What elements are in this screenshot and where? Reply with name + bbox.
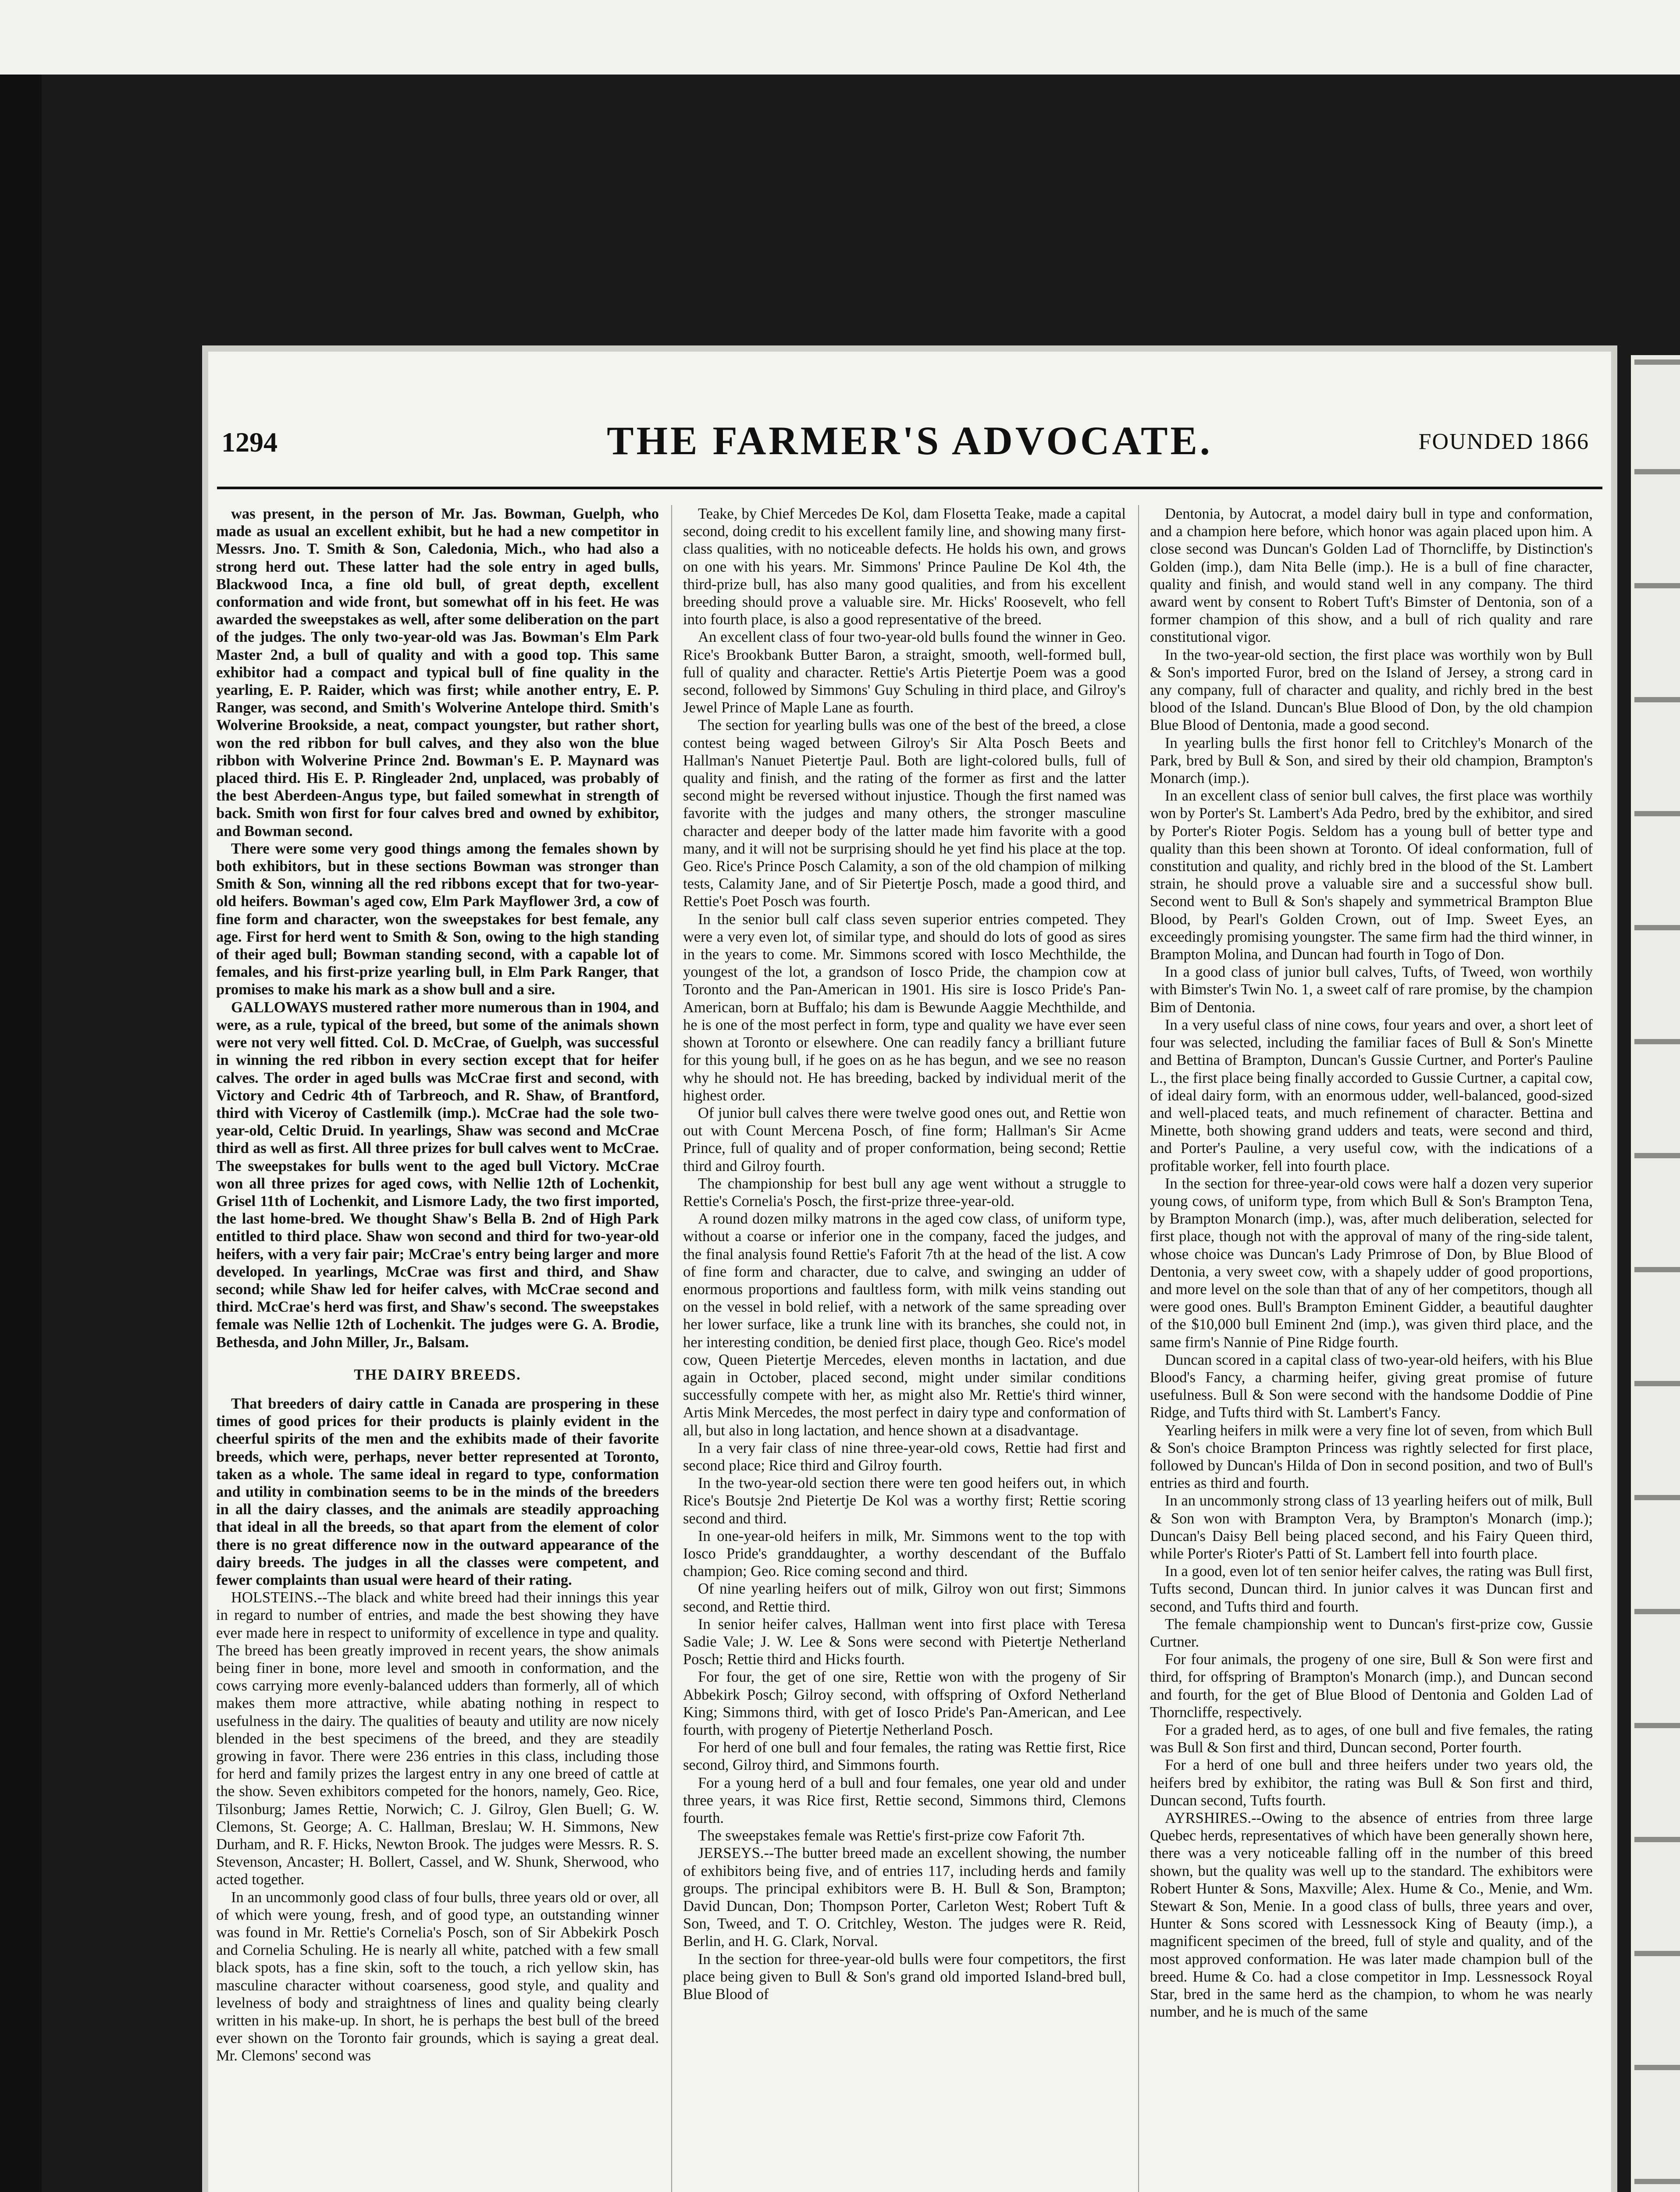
paragraph: Teake, by Chief Mercedes De Kol, dam Flosetta Teake, made a capital second, doing credit to his excellent family line, and showing many first-class qualities, with no noticeable defects. He holds his own, and grows on one with his years. Mr. Simmons' Prince Pauline De Kol 4th, the third-prize bull, has also many good qualities, and from his excellent breeding should prove a valuable sire. Mr. Hicks' Roosevelt, who fell into fourth place, is also a good representative of the breed. (683, 505, 1126, 628)
paragraph: Of nine yearling heifers out of milk, Gilroy won out first; Simmons second, and Rettie third. (683, 1580, 1126, 1615)
header-rule (217, 487, 1602, 489)
text-fragment (1634, 697, 1680, 702)
paragraph: For a graded herd, as to ages, of one bull and five females, the rating was Bull & Son first and third, Duncan second, Porter fourth. (1150, 1722, 1593, 1756)
column-divider (1138, 505, 1139, 2192)
text-fragment (1634, 1609, 1680, 1614)
paragraph: In a very useful class of nine cows, four years and over, a short leet of four was selected, including the familiar faces of Bull & Son's Minette and Bettina of Brampton, Duncan's Gussie Curtner, and Porter's Pauline L., the first place being finally accorded to Gussie Curtner, a capital cow, of ideal dairy form, with an enormous udder, well-balanced, good-sized and well-placed teats, and much refinement of character. Bettina and Minette, both showing grand udders and teats, were second and third, and Porter's Pauline, a very useful cow, with the indications of a profitable worker, fell into fourth place. (1150, 1016, 1593, 1174)
masthead-title: THE FARMER'S ADVOCATE. (607, 418, 1213, 463)
microfilm-border-top (0, 0, 1680, 75)
paragraph: In an excellent class of senior bull calves, the first place was worthily won by Porter's St. Lambert's Ada Pedro, bred by the exhibitor, and sired by Porter's Rioter Pogis. Seldom has a young bull of better type and quality than this been shown at Toronto. Of ideal conformation, full of constitution and quality, and richly bred in the blood of the St. Lambert strain, he should prove a valuable sire and a successful show bull. Second went to Bull & Son's shapely and symmetrical Brampton Blue Blood, by Pearl's Golden Crown, out of Imp. Sweet Eyes, an exceedingly promising youngster. The same firm had the third winner, in Brampton Molina, and Duncan had fourth in Togo of Don. (1150, 787, 1593, 963)
paragraph: The sweepstakes female was Rettie's first-prize cow Faforit 7th. (698, 1827, 1085, 1844)
paragraph: In one-year-old heifers in milk, Mr. Simmons went to the top with Iosco Pride's granddaughter, a worthy descendant of the Buffalo champion; Geo. Rice coming second and third. (683, 1527, 1126, 1580)
paragraph: Duncan scored in a capital class of two-year-old heifers, with his Blue Blood's Fancy, a charming heifer, giving great promise of future usefulness. Bull & Son were second with the handsome Doddie of Pine Ridge, and Tufts third with St. Lambert's Fancy. (1150, 1351, 1593, 1421)
founded-note: FOUNDED 1866 (1418, 429, 1589, 454)
column-divider (671, 505, 672, 2192)
paragraph: Yearling heifers in milk were a very fine lot of seven, from which Bull & Son's choice Brampton Princess was rightly selected for first place, followed by Duncan's Hilda of Don in second position, and two of Bull's entries as third and fourth. (1150, 1422, 1593, 1492)
paragraph: Dentonia, by Autocrat, a model dairy bull in type and conformation, and a champion here before, which honor was again placed upon him. A close second was Duncan's Golden Lad of Thorncliffe, by Distinction's Golden (imp.), dam Nita Belle (imp.). He is a bull of fine character, quality and finish, and would stand well in any company. The third award went by consent to Robert Tuft's Bimster of Dentonia, son of a former champion of this show, and a bull of rich quality and rare constitutional vigor. (1150, 505, 1593, 646)
paragraph: In a good, even lot of ten senior heifer calves, the rating was Bull first, Tufts second, Duncan third. In junior calves it was Duncan first and second, and Tufts third and fourth. (1150, 1563, 1593, 1615)
paragraph: In a very fair class of nine three-year-old cows, Rettie had first and second place; Rice third and Gilroy fourth. (683, 1439, 1126, 1474)
paragraph: For herd of one bull and four females, the rating was Rettie first, Rice second, Gilroy third, and Simmons fourth. (683, 1739, 1126, 1774)
microfilm-border-left (0, 75, 42, 2192)
paragraph: For a herd of one bull and three heifers under two years old, the heifers bred by exhibitor, the rating was Bull & Son first and third, Duncan second, Tufts fourth. (1150, 1757, 1593, 1809)
column-left (216, 505, 659, 2192)
paragraph: GALLOWAYS mustered rather more numerous than in 1904, and were, as a rule, typical of the breed, but some of the animals shown were not very well fitted. Col. D. McCrae, of Guelph, was successful in winning the red ribbon in every section except that for heifer calves. The order in aged bulls was McCrae first and second, with Victory and Cedric 4th of Tarbreoch, and R. Shaw, of Brantford, third with Viceroy of Castlemilk (imp.). McCrae had the sole two-year-old, Celtic Druid. In yearlings, Shaw was second and McCrae third as well as first. All three prizes for bull calves went to McCrae. The sweepstakes for bulls went to the aged bull Victory. McCrae won all three prizes for aged cows, with Nellie 12th of Lochenkit, Grisel 11th of Lochenkit, and Lismore Lady, the two first imported, the last home-bred. We thought Shaw's Bella B. 2nd of High Park entitled to third place. Shaw won second and third for two-year-old heifers, with a very fair pair; McCrae's entry being larger and more developed. In yearlings, McCrae was first and third, and Shaw second; while Shaw led for heifer calves, with McCrae second and third. McCrae's herd was first, and Shaw's second. The sweepstakes female was Nellie 12th of Lochenkit. The judges were G. A. Brodie, Bethesda, and John Miller, Jr., Balsam. (216, 999, 659, 1351)
adjacent-page-edge (1631, 355, 1680, 2192)
paragraph: In the senior bull calf class seven superior entries competed. They were a very even lot, of similar type, and should do lots of good as sires in the years to come. Mr. Simmons scored with Iosco Mechthilde, the youngest of the lot, a grandson of Iosco Pride, the champion cow at Toronto and the Pan-American in 1901. His sire is Iosco Pride's Pan-American, born at Buffalo; his dam is Bewunde Aaggie Mechthilde, and he is one of the most perfect in form, type and quality we have ever seen shown at Toronto or elsewhere. One can readily fancy a brilliant future for this young bull, if he goes on as he has begun, and we see no reason why he should not. He has breeding, backed by individual merit of the highest order. (683, 911, 1126, 1104)
paragraph: The section for yearling bulls was one of the best of the breed, a close contest being waged between Gilroy's Sir Alta Posch Beets and Hallman's Nanuet Pietertje Paul. Both are light-colored bulls, full of quality and finish, and the rating of the former as first and the latter second might be reversed without injustice. Though the first named was favorite with the judges and many others, the stronger masculine character and deeper body of the latter made him favorite with a good many, and it will not be surprising should he yet find his place at the top. Geo. Rice's Prince Posch Calamity, a son of the old champion of milking tests, Calamity Jane, and of Sir Pietertje Posch, made a good third, and Rettie's Poet Posch was fourth. (683, 717, 1126, 910)
text-fragment (1634, 1495, 1680, 1500)
section-heading: THE DAIRY BREEDS. (354, 1366, 521, 1383)
paragraph: Of junior bull calves there were twelve good ones out, and Rettie won out with Count Mercena Posch, of fine form; Hallman's Sir Acme Prince, full of quality and of proper conformation, being second; Rettie third and Gilroy fourth. (683, 1104, 1126, 1174)
paragraph: An excellent class of four two-year-old bulls found the winner in Geo. Rice's Brookbank Butter Baron, a straight, smooth, well-formed bull, full of quality and character. Rettie's Artis Pietertje Poem was a good second, followed by Simmons' Guy Schuling in third place, and Gilroy's Jewel Prince of Maple Lane as fourth. (683, 629, 1126, 716)
text-fragment (1634, 925, 1680, 930)
column-middle (683, 505, 1126, 2192)
paragraph: was present, in the person of Mr. Jas. Bowman, Guelph, who made as usual an excellent exhibit, but he had a new competitor in Messrs. Jno. T. Smith & Son, Caledonia, Mich., who had also a strong herd out. These latter had the sole entry in aged bulls, Blackwood Inca, a fine old bull, of great depth, excellent conformation and wide front, but somewhat off in his feet. He was awarded the sweepstakes as well, after some deliberation on the part of the judges. The only two-year-old was Jas. Bowman's Elm Park Master 2nd, a bull of quality and with a good top. This same exhibitor had a compact and typical bull of fine quality in the yearling, E. P. Raider, which was first; while another entry, E. P. Ranger, was second, and Smith's Wolverine Antelope third. Smith's Wolverine Brookside, a neat, compact youngster, but rather short, won the red ribbon for bull calves, and they also won the blue ribbon with Wolverine Prince 2nd. Bowman's E. P. Maynard was placed third. His E. P. Ringleader 2nd, unplaced, was probably of the best Aberdeen-Angus type, but failed somewhat in strength of back. Smith won first for four calves bred and owned by exhibitor, and Bowman second. (216, 505, 659, 840)
text-fragment (1634, 1039, 1680, 1044)
text-fragment (1634, 811, 1680, 816)
paragraph: In the two-year-old section, the first place was worthily won by Bull & Son's imported Furor, bred on the Island of Jersey, a strong card in any company, full of character and quality, and richly bred in the best blood of the Island. Duncan's Blue Blood of Don, by the old champion Blue Blood of Dentonia, made a good second. (1150, 646, 1593, 734)
text-fragment (1634, 583, 1680, 588)
paragraph: JERSEYS.--The butter breed made an excellent showing, the number of exhibitors being five, and of entries 117, including herds and family groups. The principal exhibitors were B. H. Bull & Son, Brampton; David Duncan, Don; Thompson Porter, Carleton West; Robert Tuft & Son, Tweed, and T. O. Critchley, Weston. The judges were R. Reid, Berlin, and H. G. Clark, Norval. (683, 1845, 1126, 1950)
paragraph: A round dozen milky matrons in the aged cow class, of uniform type, without a coarse or inferior one in the company, faced the judges, and the final analysis found Rettie's Faforit 7th at the head of the list. A cow of fine form and character, due to calve, and swinging an udder of enormous proportions and faultless form, with milk veins standing out on the vessel in bold relief, with a network of the same spreading over her lower surface, like a trunk line with its branches, she could not, in her interesting condition, be denied first place, though Geo. Rice's model cow, Queen Pietertje Mercedes, eleven months in lactation, and due again in October, placed second, might under similar conditions successfully compete with her, as might also Mr. Rettie's third winner, Artis Mink Mercedes, the most perfect in dairy type and conformation of all, but also in long lactation, and hence shown at a disadvantage. (683, 1210, 1126, 1439)
paragraph: For four animals, the progeny of one sire, Bull & Son were first and third, for offspring of Brampton's Monarch (imp.), and Duncan second and fourth, for the get of Blue Blood of Dentonia and Golden Lad of Thorncliffe, respectively. (1150, 1651, 1593, 1721)
paragraph: HOLSTEINS.--The black and white breed had their innings this year in regard to number of entries, and made the best showing they have ever made here in respect to uniformity of excellence in type and quality. The breed has been greatly improved in recent years, the show animals being finer in bone, more level and smooth in conformation, and the cows carrying more evenly-balanced udders than formerly, all of which makes them more attractive, while abating nothing in respect to usefulness in the dairy. The qualities of beauty and utility are now nicely blended in the best specimens of the breed, and they are steadily growing in favor. There were 236 entries in this class, including those for herd and family prizes the largest entry in any one breed of cattle at the show. Seven exhibitors competed for the honors, namely, Geo. Rice, Tilsonburg; James Rettie, Norwich; C. J. Gilroy, Glen Buell; G. W. Clemons, St. George; A. C. Hallman, Breslau; W. H. Simmons, New Durham, and R. F. Hicks, Newton Brook. The judges were Messrs. R. S. Stevenson, Ancaster; H. Bollert, Cassel, and W. Shunk, Sherwood, who acted together. (216, 1589, 659, 1888)
paragraph: In the two-year-old section there were ten good heifers out, in which Rice's Boutsje 2nd Pietertje De Kol was a worthy first; Rettie scoring second and third. (683, 1475, 1126, 1527)
paragraph: The championship for best bull any age went without a struggle to Rettie's Cornelia's Posch, the first-prize three-year-old. (683, 1175, 1126, 1210)
text-fragment (1634, 2179, 1680, 2184)
paragraph: In yearling bulls the first honor fell to Critchley's Monarch of the Park, bred by Bull & Son, and sired by their old champion, Brampton's Monarch (imp.). (1150, 734, 1593, 787)
text-fragment (1634, 359, 1680, 365)
paragraph: That breeders of dairy cattle in Canada are prospering in these times of good prices for their products is plainly evident in the cheerful spirits of the men and the exhibits made of their favorite breeds, which were, perhaps, never better represented at Toronto, taken as a whole. The same ideal in regard to type, conformation and utility in combination seems to be in the minds of the breeders in all the dairy classes, and the animals are steadily approaching that ideal in all the breeds, so that apart from the element of color there is no great difference now in the outward appearance of the dairy breeds. The judges in all the classes were competent, and fewer complaints than usual were heard of their rating. (216, 1395, 659, 1588)
text-fragment (1634, 1153, 1680, 1158)
text-fragment (1634, 1837, 1680, 1842)
paragraph: For a young herd of a bull and four females, one year old and under three years, it was Rice first, Rettie second, Simmons third, Clemons fourth. (683, 1774, 1126, 1827)
paragraph: There were some very good things among the females shown by both exhibitors, but in these sections Bowman was stronger than Smith & Son, winning all the red ribbons except that for two-year-old heifers. Bowman's aged cow, Elm Park Mayflower 3rd, a cow of fine form and character, won the sweepstakes for best female, any age. First for herd went to Smith & Son, owing to the high standing of their aged bull; Bowman standing second, with a capable lot of females, and his first-prize yearling bull, in Elm Park Ranger, that promises to make his mark as a show bull and a sire. (216, 840, 659, 998)
newspaper-page (208, 352, 1611, 2192)
text-fragment (1634, 1723, 1680, 1728)
paragraph: AYRSHIRES.--Owing to the absence of entries from three large Quebec herds, representatives of which have been generally shown here, there was a very noticeable falling off in the number of this breed shown, but the quality was well up to the standard. The exhibitors were Robert Hunter & Sons, Maxville; Alex. Hume & Co., Menie, and Wm. Stewart & Son, Menie. In a good class of bulls, three years and over, Hunter & Sons scored with Lessnessock King of Beauty (imp.), a magnificent specimen of the breed, full of style and quality, and of the most approved conformation. He was later made champion bull of the breed. Hume & Co. had a close competitor in Imp. Lessnessock Royal Star, bred in the same herd as the champion, to whom he was nearly number, and he is much of the same (1150, 1810, 1593, 2021)
text-fragment (1634, 1951, 1680, 1956)
page-number: 1294 (221, 427, 278, 458)
paragraph: In the section for three-year-old bulls were four competitors, the first place being given to Bull & Son's grand old imported Island-bred bull, Blue Blood of (683, 1950, 1126, 2003)
paragraph: For four, the get of one sire, Rettie won with the progeny of Sir Abbekirk Posch; Gilroy second, with offspring of Oxford Netherland King; Simmons third, with get of Iosco Pride's Pan-American, and Lee fourth, with progeny of Pietertje Netherland Posch. (683, 1669, 1126, 1739)
column-right (1150, 505, 1593, 2192)
paragraph: In a good class of junior bull calves, Tufts, of Tweed, won worthily with Bimster's Twin No. 1, a sweet calf of rare promise, by the champion Bim of Dentonia. (1150, 964, 1593, 1016)
paragraph: The female championship went to Duncan's first-prize cow, Gussie Curtner. (1150, 1616, 1593, 1650)
paragraph: In senior heifer calves, Hallman went into first place with Teresa Sadie Vale; J. W. Lee & Sons were second with Pietertje Netherland Posch; Rettie third and Hicks fourth. (683, 1616, 1126, 1668)
paragraph: In an uncommonly good class of four bulls, three years old or over, all of which were young, fresh, and of good type, an outstanding winner was found in Mr. Rettie's Cornelia's Posch, son of Sir Abbekirk Posch and Cornelia Schuling. He is nearly all white, patched with a few small black spots, has a fine skin, soft to the touch, a rich yellow skin, has masculine character without coarseness, good style, and quality and levelness of body and straightness of lines and quality being clearly written in his make-up. In short, he is perhaps the best bull of the breed ever shown on the Toronto fair grounds, which is saying a great deal. Mr. Clemons' second was (216, 1889, 659, 2064)
text-fragment (1634, 1381, 1680, 1386)
paragraph: In an uncommonly strong class of 13 yearling heifers out of milk, Bull & Son won with Brampton Vera, by Brampton's Monarch (imp.); Duncan's Daisy Bell being placed second, and his Fairy Queen third, while Porter's Rioter's Patti of St. Lambert fell into fourth place. (1150, 1492, 1593, 1562)
page-header (213, 417, 1607, 483)
text-fragment (1634, 2065, 1680, 2070)
paragraph: In the section for three-year-old cows were half a dozen very superior young cows, of uniform type, from which Bull & Son's Brampton Tena, by Brampton Monarch (imp.), was, after much deliberation, selected for first place, though not with the approval of many of the ring-side talent, whose choice was Duncan's Lady Primrose of Don, by Blue Blood of Dentonia, a very sweet cow, with a shapely udder of good proportions, and more level on the sole than that of any of her competitors, though all were good ones. Bull's Brampton Eminent Gidder, a beautiful daughter of the $10,000 bull Eminent 2nd (imp.), was given third place, and the same firm's Nannie of Pine Ridge fourth. (1150, 1175, 1593, 1351)
text-fragment (1634, 1267, 1680, 1272)
text-fragment (1634, 469, 1680, 474)
